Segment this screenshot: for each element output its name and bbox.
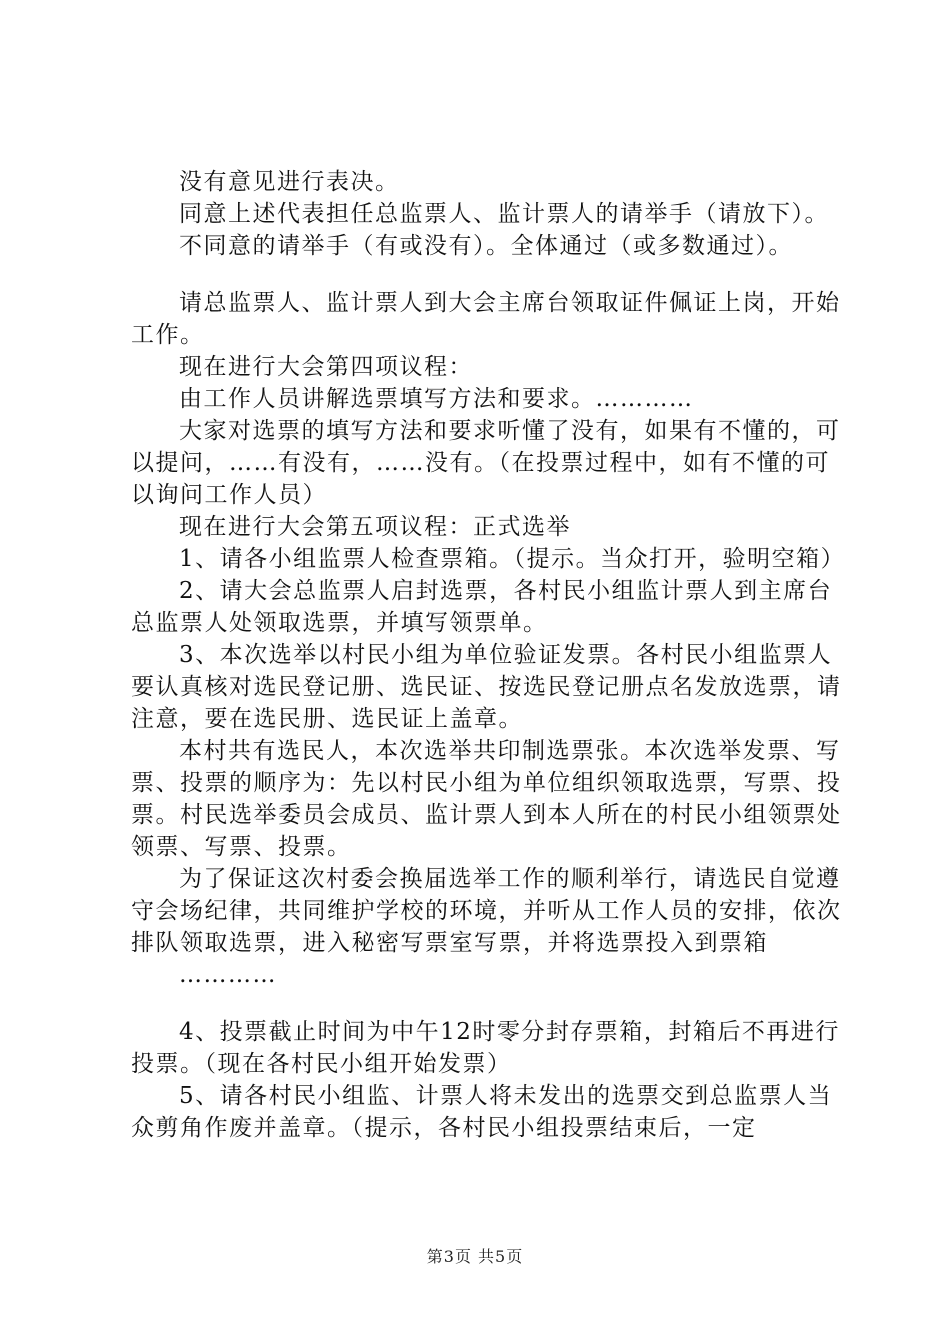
page-footer: 第3页 共5页 [426,1247,524,1266]
paragraph: 现在进行大会第五项议程：正式选举 [179,514,571,540]
paragraph: 大家对选票的填写方法和要求听懂了没有，如果有不懂的，可以提问，……有没有，……没有。（在投票过程中，如有不懂的可以询问工作人员） [131,418,841,508]
paragraph: 请总监票人、监计票人到大会主席台领取证件佩证上岗，开始工作。 [131,290,841,348]
paragraph-gap [131,262,851,287]
paragraph: 5、请各村民小组监、计票人将未发出的选票交到总监票人当众剪角作废并盖章。（提示，各村民小组投票结束后，一定 [131,1083,833,1141]
paragraph: 同意上述代表担任总监票人、监计票人的请举手（请放下）。 [179,201,829,227]
paragraph: 3、本次选举以村民小组为单位验证发票。各村民小组监票人要认真核对选民登记册、选民证、按选民登记册点名发放选票，请注意，要在选民册、选民证上盖章。 [131,642,842,732]
paragraph: ………… [179,962,277,988]
paragraph: 为了保证这次村委会换届选举工作的顺利举行，请选民自觉遵守会场纪律，共同维护学校的环境，并听从工作人员的安排，依次排队领取选票，进入秘密写票室写票，并将选票投入到票箱 [131,866,842,956]
paragraph: 现在进行大会第四项议程： [179,354,473,380]
paragraph-gap [131,991,851,1016]
document-body [131,166,851,1144]
paragraph: 没有意见进行表决。 [179,169,400,195]
paragraph: 1、请各小组监票人检查票箱。（提示。当众打开，验明空箱） [179,546,846,572]
paragraph: 本村共有选民人，本次选举共印制选票张。本次选举发票、写票、投票的顺序为：先以村民小组为单位组织领取选票，写票、投票。村民选举委员会成员、监计票人到本人所在的村民小组领票处领票、写票、投票。 [131,738,842,860]
paragraph: 由工作人员讲解选票填写方法和要求。………… [179,386,694,412]
paragraph: 2、请大会总监票人启封选票，各村民小组监计票人到主席台总监票人处领取选票，并填写领票单。 [131,578,833,636]
paragraph: 4、投票截止时间为中午12时零分封存票箱，封箱后不再进行投票。（现在各村民小组开始发票） [131,1019,840,1077]
paragraph: 不同意的请举手（有或没有）。全体通过（或多数通过）。 [179,233,793,259]
